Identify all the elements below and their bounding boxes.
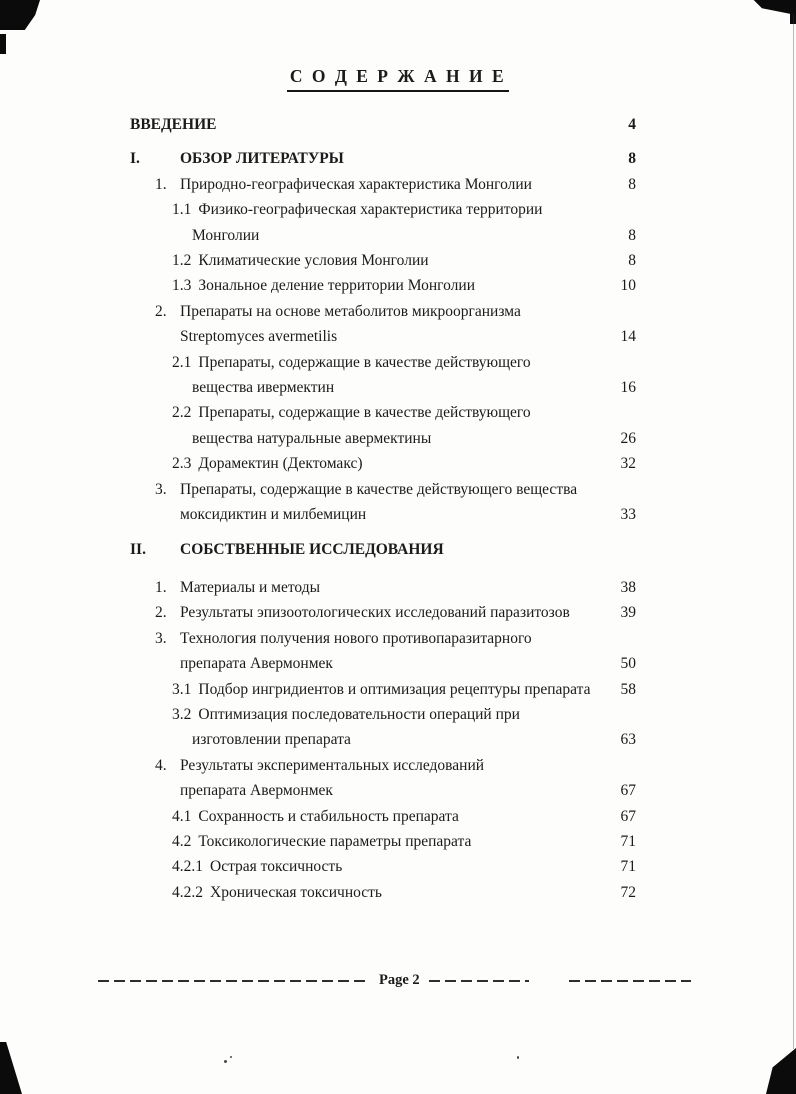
toc-entry-page-number: 10 <box>620 277 636 295</box>
toc-entry-page-number: 71 <box>620 858 636 876</box>
toc-entry-text-continued: препарата Авермонмек <box>180 782 333 800</box>
toc-entry <box>130 299 636 350</box>
toc-entry <box>130 400 636 451</box>
toc-entry-page-number: 8 <box>628 175 636 193</box>
scan-edge-line <box>793 14 794 1049</box>
toc-entry-number: 4.1 <box>172 807 192 825</box>
toc-entry <box>130 753 636 804</box>
title-block <box>0 66 796 92</box>
toc-entry <box>130 626 636 677</box>
toc-entry-text: Препараты на основе метаболитов микроорганизма <box>180 302 521 320</box>
toc-entry-text: Подбор ингридиентов и оптимизация рецептуры препарата <box>198 680 591 698</box>
toc-entry <box>130 350 636 401</box>
toc-entry-page-number: 67 <box>620 807 636 825</box>
toc-entry-page-number: 39 <box>620 604 636 622</box>
toc-entry-text-continued: вещества ивермектин <box>192 379 335 397</box>
toc-entry-page-number: 63 <box>620 731 636 749</box>
toc-entry-page-number: 38 <box>620 578 636 596</box>
toc-entry-text: Острая токсичность <box>210 858 343 876</box>
toc-entry-text: Препараты, содержащие в качестве действующего <box>198 353 531 371</box>
scan-artifact-top-left <box>0 0 40 30</box>
toc-entry <box>130 575 636 600</box>
toc-entry-number: 4.2.1 <box>172 858 203 876</box>
toc-entry-number: 4. <box>155 756 167 774</box>
toc-entry-text: Дорамектин (Дектомакс) <box>198 455 363 473</box>
toc-entry-text-continued: моксидиктин и милбемицин <box>180 506 367 524</box>
toc-entry-text: ВВЕДЕНИЕ <box>130 116 217 133</box>
toc-entry-number: II. <box>130 540 146 558</box>
toc-entry-number: 2.1 <box>172 353 192 371</box>
toc-entry <box>130 451 636 476</box>
toc-entry-page-number: 72 <box>620 883 636 901</box>
toc-entry <box>130 112 636 137</box>
toc-entry <box>130 880 636 905</box>
toc-entry <box>130 829 636 854</box>
toc-entry-text: Хроническая токсичность <box>210 883 382 901</box>
toc-entry <box>130 600 636 625</box>
toc-entry-page-number: 14 <box>620 328 636 346</box>
toc-entry-page-number: 58 <box>620 680 636 698</box>
toc-entry-number: 4.2.2 <box>172 883 203 901</box>
toc-entry-page-number: 33 <box>620 506 636 524</box>
toc-entry <box>130 248 636 273</box>
toc-entry-number: I. <box>130 150 140 168</box>
toc-entry-text: Оптимизация последовательности операций при <box>198 705 520 723</box>
toc-entry <box>130 273 636 298</box>
toc-entry-number: 2.3 <box>172 455 192 473</box>
toc-entry-number: 3. <box>155 629 167 647</box>
scan-speck <box>230 1056 232 1058</box>
toc-entry-number: 1.1 <box>172 201 192 219</box>
toc-entry-text-continued: изготовлении препарата <box>192 731 351 749</box>
toc-entry-text: Природно-географическая характеристика Монголии <box>180 175 532 193</box>
toc-entry-page-number: 50 <box>620 655 636 673</box>
toc-entry-text-continued: препарата Авермонмек <box>180 655 333 673</box>
toc-entry-text: ОБЗОР ЛИТЕРАТУРЫ <box>180 150 344 168</box>
toc-entry-number: 3.1 <box>172 680 192 698</box>
toc-entry-number: 1.3 <box>172 277 192 295</box>
toc-entry <box>130 537 636 562</box>
toc-entry-page-number: 8 <box>628 252 636 270</box>
toc-entry-text: Сохранность и стабильность препарата <box>198 807 459 825</box>
toc-entry-text: Климатические условия Монголии <box>198 252 429 270</box>
toc-entry-page-number: 67 <box>620 782 636 800</box>
toc-entry-page-number: 8 <box>628 226 636 244</box>
toc-entry-number: 2.2 <box>172 404 192 422</box>
toc-entry-number: 1. <box>155 175 167 193</box>
footer-rule-right <box>569 980 691 982</box>
toc-entry-number: 1.2 <box>172 252 192 270</box>
toc-entry <box>130 804 636 829</box>
toc-entry <box>130 702 636 753</box>
toc-entry <box>130 677 636 702</box>
toc-entry-number: 2. <box>155 604 167 622</box>
toc-entry-page-number: 71 <box>620 832 636 850</box>
toc-entry-number: 2. <box>155 302 167 320</box>
page-footer <box>98 972 691 989</box>
scan-artifact-left-edge <box>0 34 6 54</box>
toc-entry-page-number: 32 <box>620 455 636 473</box>
footer-page-label: Page 2 <box>379 972 420 988</box>
toc-entry-text: Технология получения нового противопаразитарного <box>180 629 532 647</box>
scan-artifact-bottom-right <box>766 1048 796 1094</box>
toc-entry-text-continued: Монголии <box>192 226 260 244</box>
toc-entry-text: Препараты, содержащие в качестве действующего <box>198 404 531 422</box>
page-title: С О Д Е Р Ж А Н И Е <box>287 66 509 92</box>
toc-entry-text: Зональное деление территории Монголии <box>198 277 475 295</box>
scan-speck <box>517 1056 519 1059</box>
toc-entry <box>130 172 636 197</box>
toc-entry-page-number: 16 <box>620 379 636 397</box>
toc-entry-text: Препараты, содержащие в качестве действующего вещества <box>180 480 578 498</box>
scan-speck <box>224 1060 227 1063</box>
toc-entry <box>130 477 636 528</box>
toc-entry-text: Результаты экспериментальных исследований <box>180 756 485 774</box>
toc-entry-number: 3. <box>155 480 167 498</box>
toc-entry <box>130 146 636 171</box>
toc-entry-page-number: 26 <box>620 429 636 447</box>
toc-entry <box>130 197 636 248</box>
toc-entry-number: 3.2 <box>172 705 192 723</box>
toc-entry-page-number: 8 <box>628 150 636 168</box>
toc-entry-text-continued: вещества натуральные авермектины <box>192 429 432 447</box>
toc-entry-text: Токсикологические параметры препарата <box>198 832 472 850</box>
toc-entry-text: СОБСТВЕННЫЕ ИССЛЕДОВАНИЯ <box>180 540 444 558</box>
toc-entry-text-continued: Streptomyces avermetilis <box>180 328 338 346</box>
toc-entry <box>130 854 636 879</box>
toc-entry-text: Физико-географическая характеристика территории <box>198 201 543 219</box>
toc-entry-page-number: 4 <box>628 116 636 133</box>
toc-entry-number: 4.2 <box>172 832 192 850</box>
toc <box>130 112 636 905</box>
footer-rule-mid <box>429 980 529 982</box>
scan-artifact-bottom-left <box>0 1042 22 1094</box>
toc-entry-text: Материалы и методы <box>180 578 321 596</box>
toc-entry-number: 1. <box>155 578 167 596</box>
toc-entry-text: Результаты эпизоотологических исследований паразитозов <box>180 604 570 622</box>
footer-rule-left <box>98 980 370 982</box>
